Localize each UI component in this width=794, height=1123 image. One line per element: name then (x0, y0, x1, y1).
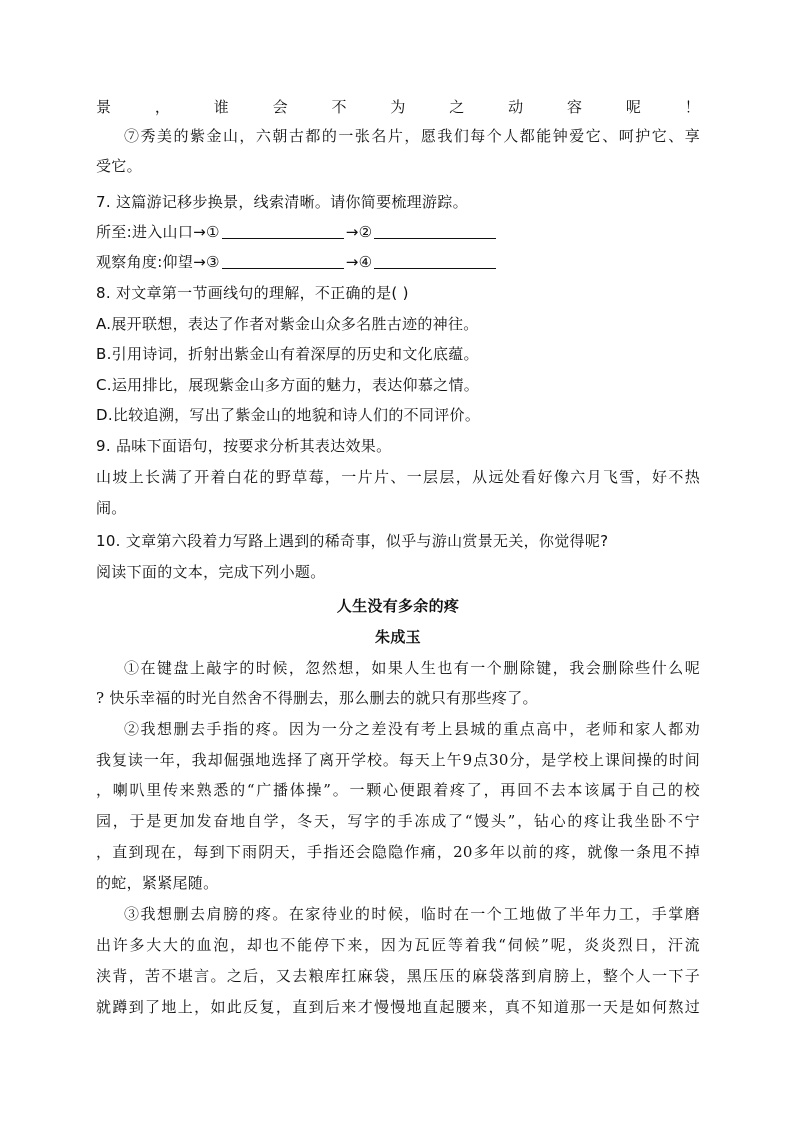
option-b: B.引用诗词，折射出紫金山有着深厚的历史和文化底蕴。 (96, 345, 479, 363)
answer-blank-4[interactable] (374, 252, 496, 269)
question-9: 9. 品味下面语句，按要求分析其表达效果。 (96, 437, 392, 455)
paragraph-2-line: 的蛇，紧紧尾随。 (96, 874, 219, 892)
q7-view-row (96, 252, 700, 272)
article-title: 人生没有多余的疼 (336, 597, 460, 615)
question-10: 10. 文章第六段着力写路上遇到的稀奇事，似乎与游山赏景无关，你觉得呢? (96, 532, 609, 550)
paragraph-2-line: 园，于是更加发奋地自学，冬天，写字的手冻成了“馒头”，钻心的疼让我坐卧不宁 (96, 812, 700, 830)
article-author: 朱成玉 (375, 628, 421, 646)
paragraph-2-line: ②我想删去手指的疼。因为一分之差没有考上县城的重点高中，老师和家人都劝 (124, 720, 700, 738)
paragraph-1-line: ? 快乐幸福的时光自然舍不得删去，那么删去的就只有那些疼了。 (96, 689, 538, 707)
text-line: ⑦秀美的紫金山，六朝古都的一张名片，愿我们每个人都能钟爱它、呵护它、享 (124, 127, 700, 145)
paragraph-3-line: 就蹲到了地上，如此反复，直到后来才慢慢地直起腰来，真不知道那一天是如何熬过 (96, 998, 700, 1016)
reading-instruction: 阅读下面的文本，完成下列小题。 (96, 563, 326, 581)
question-7: 7. 这篇游记移步换景，线索清晰。请你简要梳理游踪。 (96, 193, 468, 211)
answer-blank-1[interactable] (222, 222, 344, 239)
option-a: A.展开联想，表达了作者对紫金山众多名胜古迹的神往。 (96, 315, 479, 333)
q7-view-arrow: →④ (345, 253, 373, 271)
paragraph-2-line: 我复读一年，我却倔强地选择了离开学校。每天上午9点30分，是学校上课间操的时间 (96, 751, 700, 769)
paragraph-3-line: ③我想删去肩膀的疼。在家待业的时候，临时在一个工地做了半年力工，手掌磨 (124, 905, 700, 923)
q7-route-label: 所至:进入山口→① (96, 223, 220, 241)
q7-view-label: 观察角度:仰望→③ (96, 253, 220, 271)
option-d: D.比较追溯，写出了紫金山的地貌和诗人们的不同评价。 (96, 406, 481, 424)
paragraph-2-line: ，喇叭里传来熟悉的“广播体操”。一颗心便跟着疼了，再回不去本该属于自己的校 (96, 781, 700, 799)
text-line: 景，谁会不为之动容呢！ (96, 98, 700, 116)
answer-blank-2[interactable] (374, 222, 496, 239)
question-8: 8. 对文章第一节画线句的理解，不正确的是( ) (96, 284, 409, 302)
paragraph-2-line: ，直到现在，每到下雨阴天，手指还会隐隐作痛，20多年以前的疼，就像一条甩不掉 (96, 843, 700, 861)
q7-route-row (96, 222, 700, 242)
q9-sentence: 山坡上长满了开着白花的野草莓，一片片、一层层，从远处看好像六月飞雪，好不热 (96, 468, 700, 486)
option-c: C.运用排比，展现紫金山多方面的魅力，表达仰慕之情。 (96, 376, 480, 394)
answer-blank-3[interactable] (222, 252, 344, 269)
q7-route-arrow: →② (345, 223, 373, 241)
paragraph-1-line: ①在键盘上敲字的时候，忽然想，如果人生也有一个删除键，我会删除些什么呢 (124, 659, 700, 677)
paragraph-3-line: 出许多大大的血泡，却也不能停下来，因为瓦匠等着我“伺候”呢，炎炎烈日，汗流 (96, 936, 700, 954)
text-line: 受它。 (96, 157, 142, 175)
paragraph-3-line: 浃背，苦不堪言。之后，又去粮库扛麻袋，黑压压的麻袋落到肩膀上，整个人一下子 (96, 967, 700, 985)
q9-sentence-end: 闹。 (96, 499, 127, 517)
